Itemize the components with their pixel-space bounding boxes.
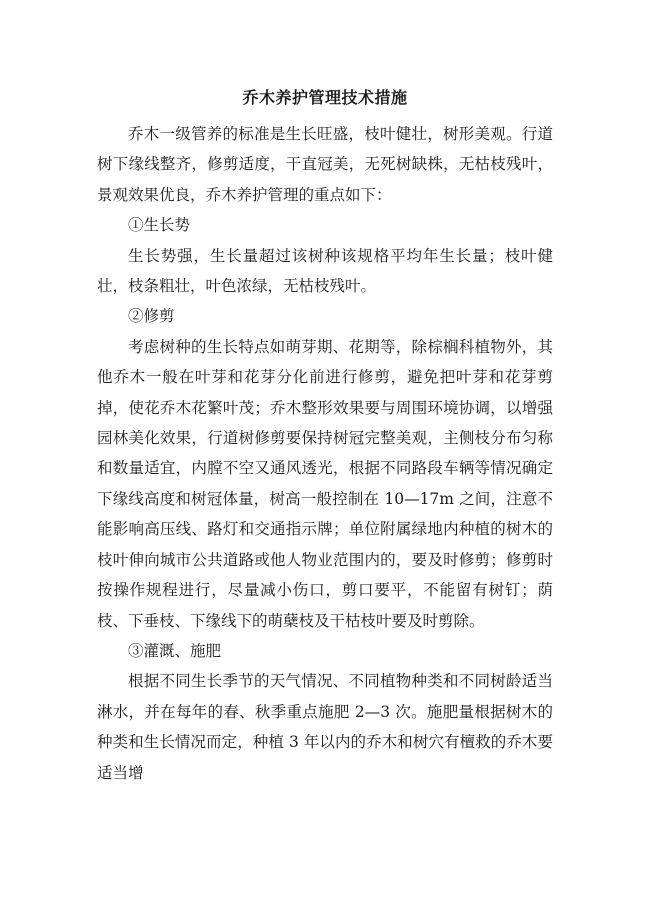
intro-paragraph: 乔木一级管养的标准是生长旺盛，枝叶健壮，树形美观。行道树下缘线整齐，修剪适度，干直冠美，无死树缺株，无枯枝残叶，景观效果优良，乔木养护管理的重点如下：	[97, 125, 553, 204]
section-text-pruning: 考虑树种的生长特点如萌芽期、花期等，除棕榈科植物外，其他乔木一般在叶芽和花芽分化前进行修剪，避免把叶芽和花芽剪掉，使花乔木花繁叶茂；乔木整形效果要与周围环境协调，以增强园林美化效果，行道树修剪要保持树冠完整美观，主侧枝分布匀称和数量适宜，内膛不空又通风透光，根据不同路段车辆等情况确定下缘线高度和树冠体量，树高一般控制在 10—17m 之间，注意不能影响高压线、路灯和交通指示牌；单位附属绿地内种植的树木的枝叶伸向城市公共道路或他人物业范围内的，要及时修剪；修剪时按操作规程进行，尽量减小伤口，剪口要平，不能留有树钉；荫枝、下垂枝、下缘线下的萌蘖枝及干枯枝叶要及时剪除。	[97, 337, 553, 630]
section-text-growth: 生长势强，生长量超过该树种该规格平均年生长量；枝叶健壮，枝条粗壮，叶色浓绿，无枯枝残叶。	[97, 246, 553, 296]
section-text-irrigation: 根据不同生长季节的天气情况、不同植物种类和不同树龄适当淋水，并在每年的春、秋季重点施肥 2—3 次。施肥量根据树木的种类和生长情况而定，种植 3 年以内的乔木和树穴有檀救的乔木要适当增	[97, 672, 553, 782]
document-title: 乔木养护管理技术措施	[242, 88, 408, 107]
section-heading-irrigation: ③灌溉、施肥	[128, 641, 222, 660]
section-heading-pruning: ②修剪	[128, 307, 175, 326]
document-body	[97, 119, 553, 788]
section-heading-growth: ①生长势	[128, 216, 191, 235]
